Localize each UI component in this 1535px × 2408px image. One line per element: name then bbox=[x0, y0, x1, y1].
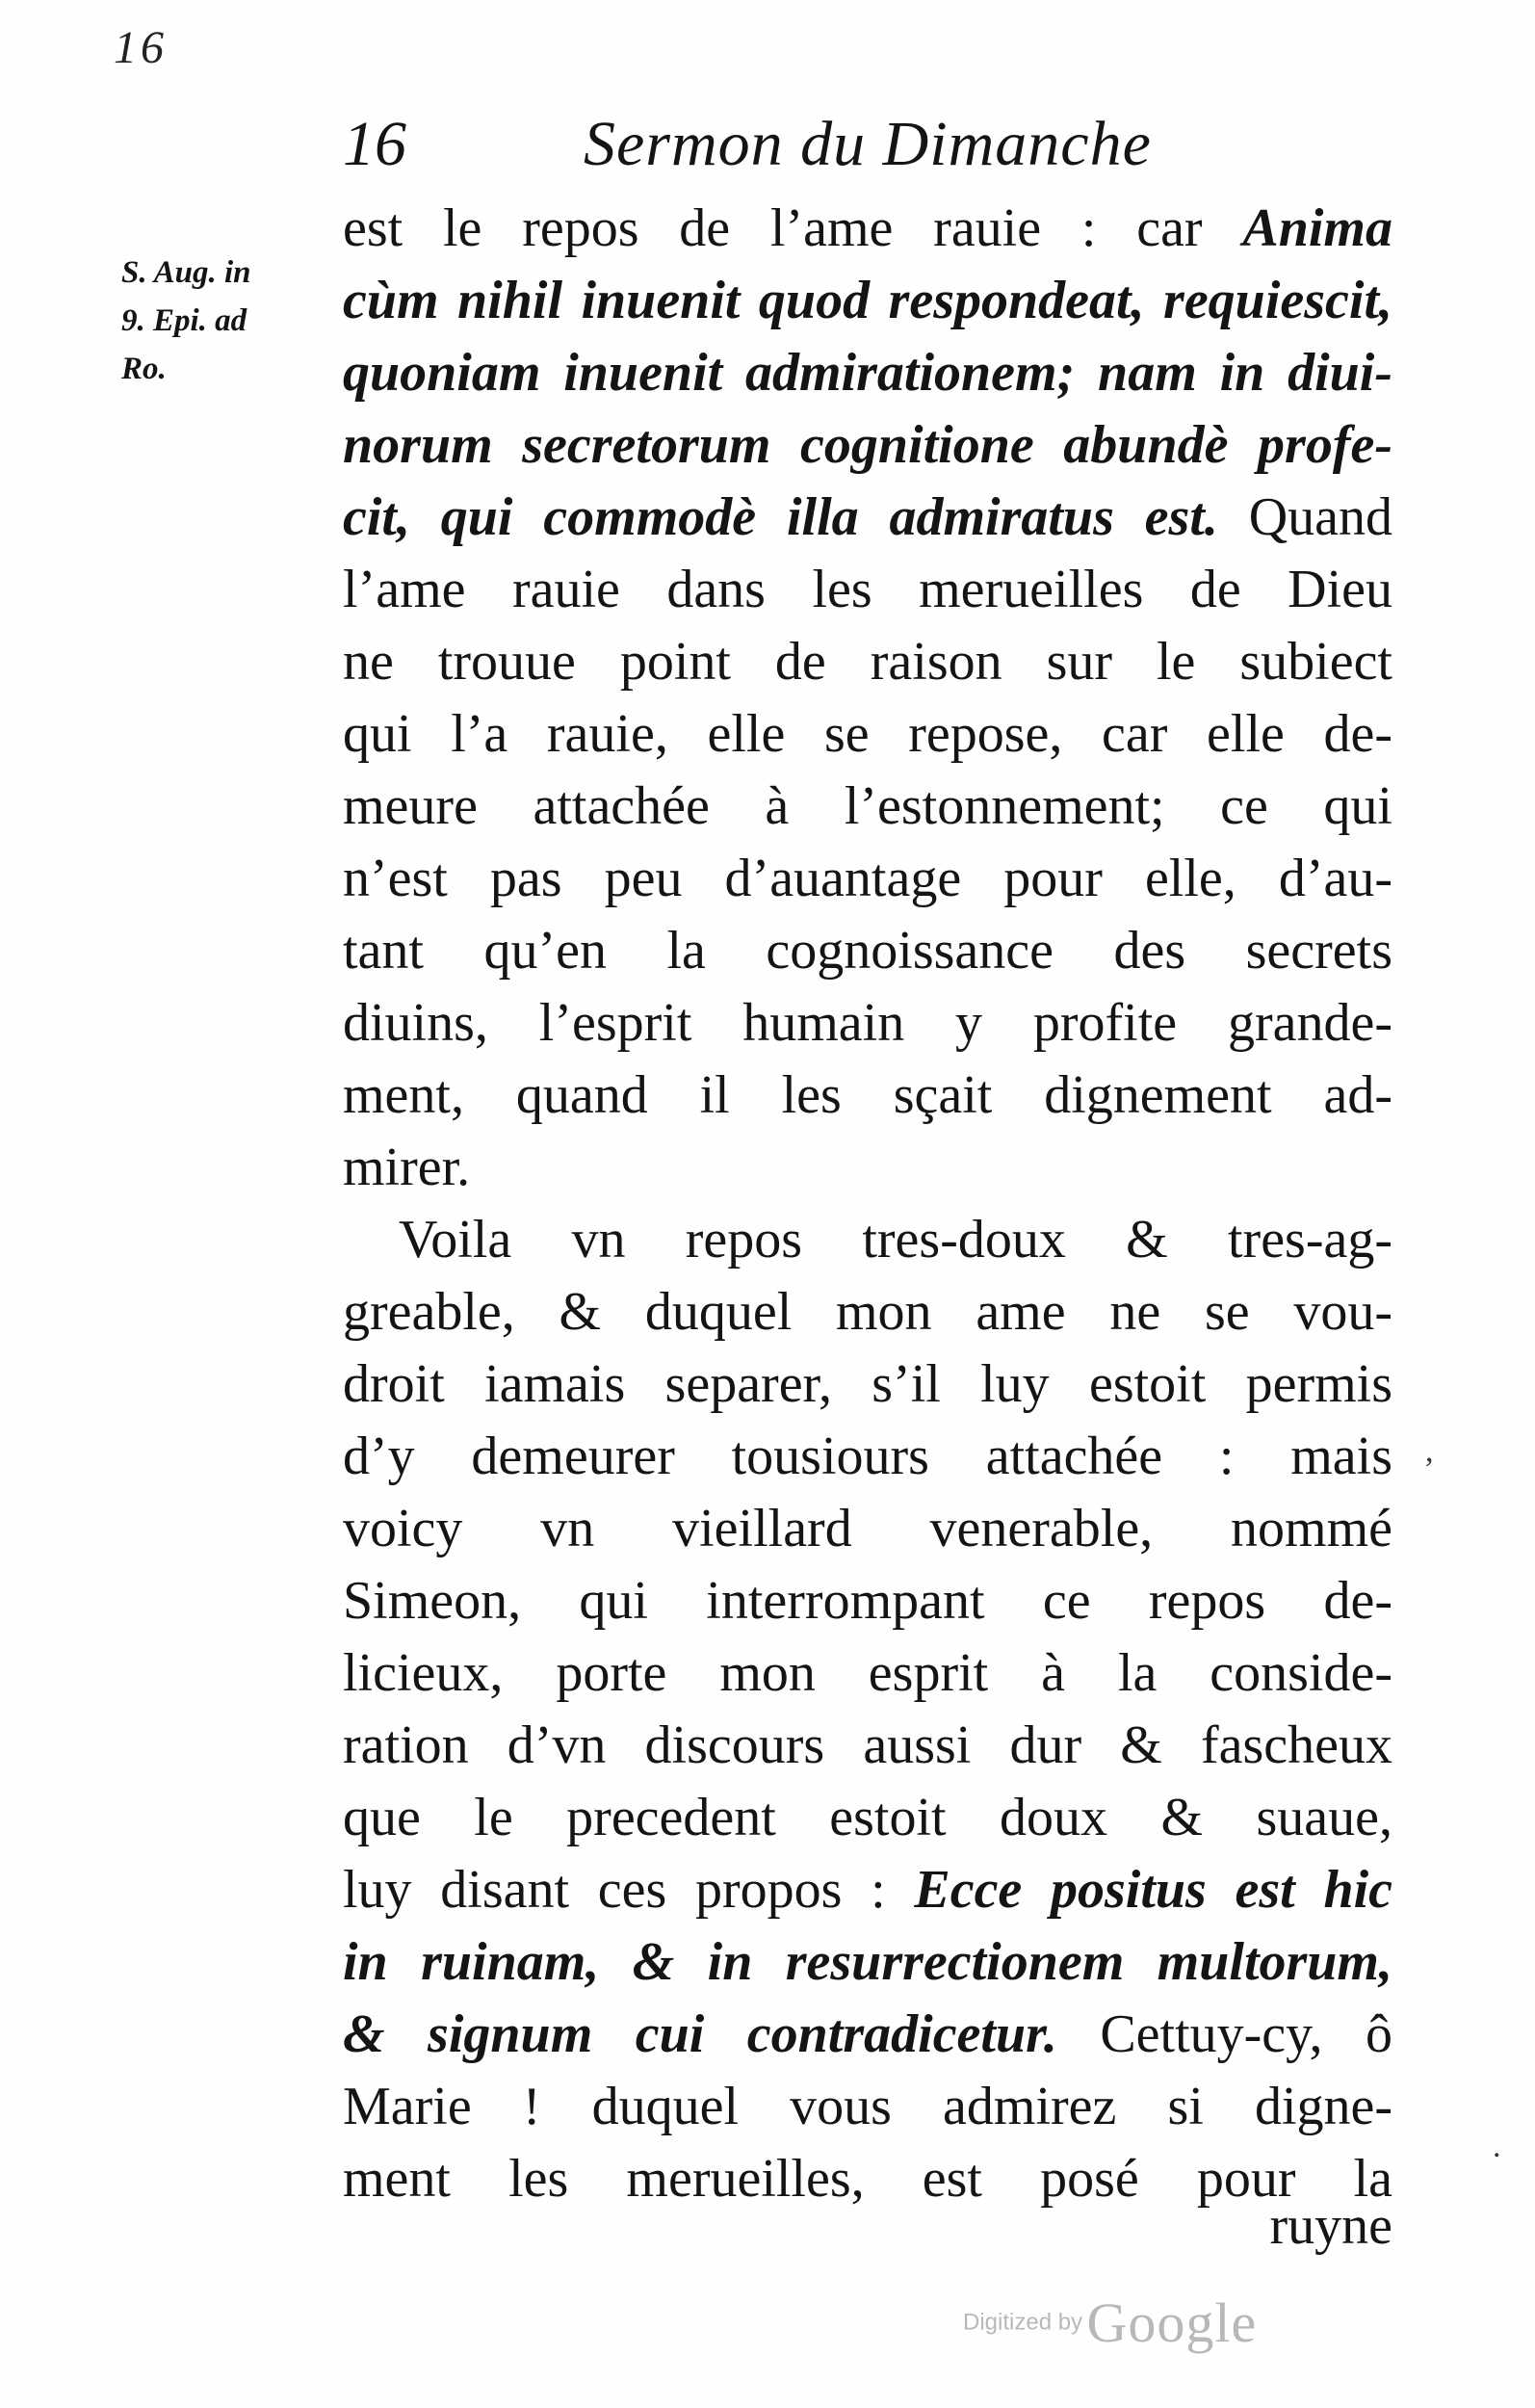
text-line: ment, quand il les sçait dignement ad- bbox=[343, 1065, 1392, 1125]
watermark-prefix: Digitized by bbox=[963, 2309, 1083, 2336]
google-logo: Google bbox=[1086, 2291, 1258, 2354]
text-line bbox=[343, 1999, 1392, 2071]
margin-note bbox=[121, 249, 333, 393]
text-line: in ruinam, & in resurrectionem multorum, bbox=[343, 1932, 1392, 1992]
text-line: tant qu’en la cognoissance des secrets bbox=[343, 921, 1392, 981]
text-line: ment les merueilles, est posé pour la bbox=[343, 2149, 1392, 2209]
text-line: Simeon, qui interrompant ce repos de- bbox=[343, 1571, 1392, 1631]
text-line: Voila vn repos tres-doux & tres-ag- bbox=[399, 1210, 1392, 1269]
text-line: Marie ! duquel vous admirez si digne- bbox=[343, 2077, 1392, 2136]
text-line: cùm nihil inuenit quod respondeat, requiescit, bbox=[343, 271, 1392, 330]
running-title: Sermon du Dimanche bbox=[584, 109, 1152, 179]
margin-note-line: Ro. bbox=[121, 352, 167, 386]
latin-text: & signum cui contradicetur. bbox=[343, 2004, 1057, 2064]
text-line: quoniam inuenit admirationem; nam in diui- bbox=[343, 343, 1392, 403]
text-line: d’y demeurer tousiours attachée : mais bbox=[343, 1426, 1392, 1486]
latin-text: cit, qui commodè illa admiratus est. bbox=[343, 487, 1218, 547]
text-line bbox=[343, 193, 1392, 265]
text-line: norum secretorum cognitione abundè profe- bbox=[343, 415, 1392, 475]
page-header bbox=[343, 108, 1392, 195]
text-line: que le precedent estoit doux & suaue, bbox=[343, 1788, 1392, 1847]
text-line: ration d’vn discours aussi dur & fascheux bbox=[343, 1715, 1392, 1775]
roman-text: est le repos de l’ame rauie : car bbox=[343, 198, 1243, 258]
catchword: ruyne bbox=[1269, 2196, 1392, 2256]
text-line: l’ame rauie dans les merueilles de Dieu bbox=[343, 560, 1392, 619]
text-line: meure attachée à l’estonnement; ce qui bbox=[343, 776, 1392, 836]
text-line: greable, & duquel mon ame ne se vou- bbox=[343, 1282, 1392, 1342]
roman-text: luy disant ces propos : bbox=[343, 1860, 915, 1920]
roman-text: Cettuy-cy, ô bbox=[1056, 2004, 1393, 2064]
body-text bbox=[343, 193, 1392, 2215]
text-line: mirer. bbox=[343, 1138, 471, 1197]
text-line bbox=[343, 1854, 1392, 1926]
page-number: 16 bbox=[343, 109, 406, 179]
text-line: qui l’a rauie, elle se repose, car elle de- bbox=[343, 704, 1392, 764]
text-line: n’est pas peu d’auantage pour elle, d’au- bbox=[343, 849, 1392, 908]
stray-mark: . bbox=[1493, 2129, 1501, 2164]
latin-text: Anima bbox=[1242, 198, 1392, 258]
corner-mark: 16 bbox=[114, 22, 168, 73]
roman-text: Quand bbox=[1217, 487, 1393, 547]
text-line: ne trouue point de raison sur le subiect bbox=[343, 632, 1392, 692]
text-line bbox=[343, 482, 1392, 554]
margin-note-line: 9. Epi. ad bbox=[121, 303, 247, 338]
text-line: diuins, l’esprit humain y profite grande- bbox=[343, 993, 1392, 1053]
latin-text: Ecce positus est hic bbox=[914, 1860, 1393, 1920]
text-line: voicy vn vieillard venerable, nommé bbox=[343, 1499, 1392, 1558]
digitized-watermark bbox=[963, 2290, 1257, 2355]
margin-note-line: S. Aug. in bbox=[121, 255, 251, 290]
stray-mark: , bbox=[1425, 1433, 1434, 1469]
text-line: droit iamais separer, s’il luy estoit permis bbox=[343, 1354, 1392, 1414]
text-line: licieux, porte mon esprit à la conside- bbox=[343, 1643, 1392, 1703]
